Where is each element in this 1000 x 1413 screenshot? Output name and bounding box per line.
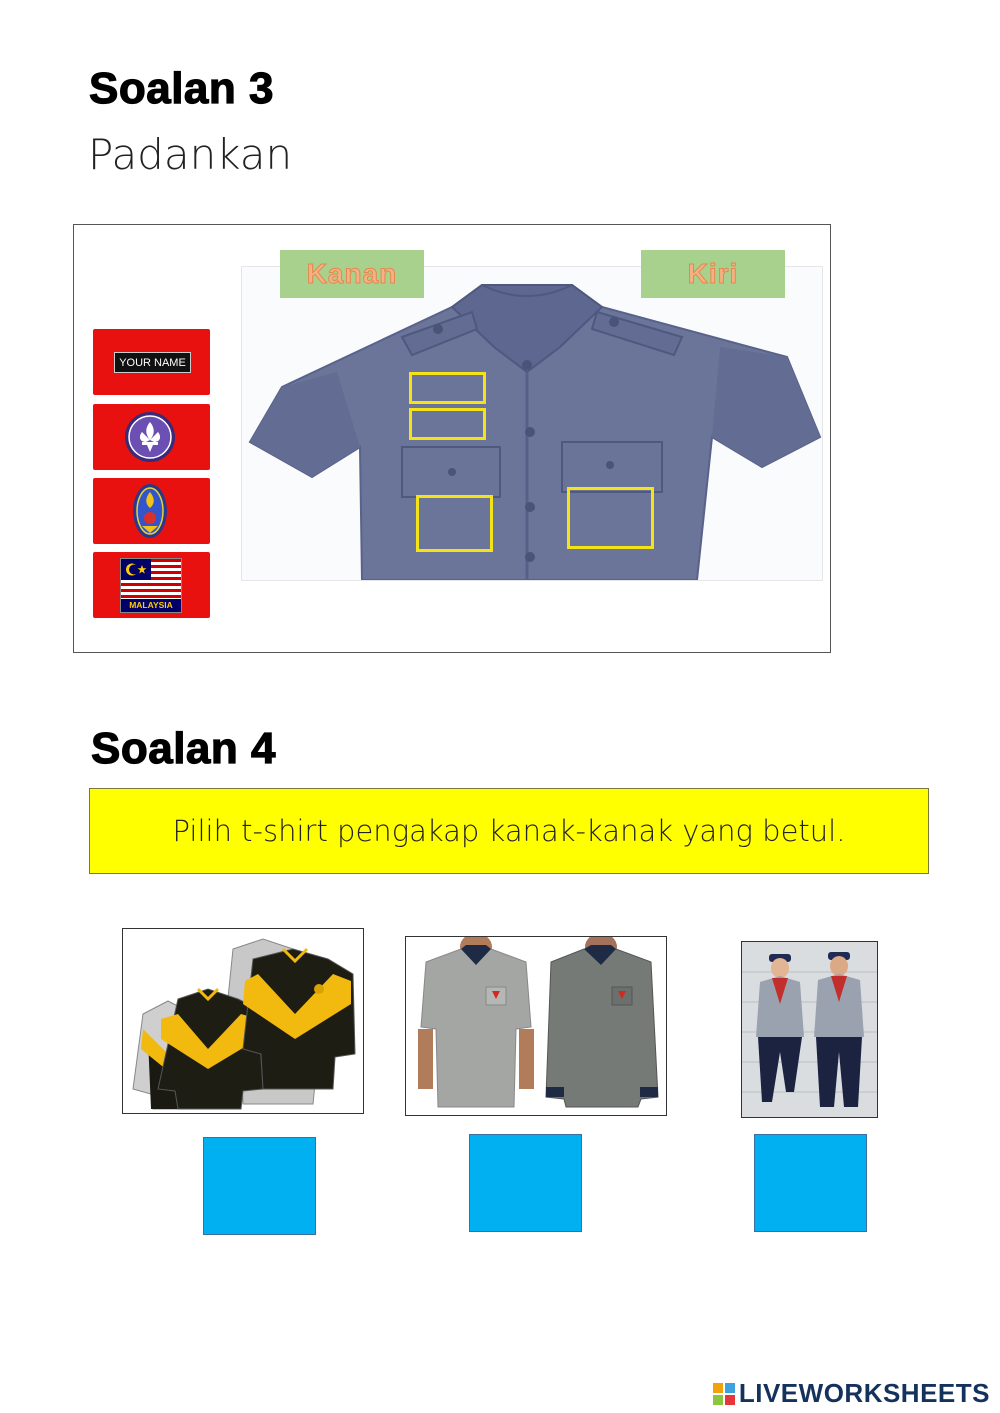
patch-name-tag[interactable] xyxy=(93,329,210,395)
scout-badge-icon xyxy=(93,478,210,544)
grey-polo-men-picture xyxy=(406,937,667,1116)
matching-panel xyxy=(73,224,831,653)
label-left-side: Kiri xyxy=(641,250,785,298)
drop-zone-name-tag[interactable] xyxy=(409,372,486,404)
option-1-image xyxy=(122,928,364,1114)
answer-box-option-3[interactable] xyxy=(754,1134,867,1232)
drop-zone-right-upper[interactable] xyxy=(409,408,486,440)
patch-world-scout-emblem[interactable] xyxy=(93,404,210,470)
flag-caption: MALAYSIA xyxy=(121,599,181,612)
drop-zone-right-pocket[interactable] xyxy=(416,495,493,552)
question-3-subtitle: Padankan xyxy=(88,130,293,179)
patch-malaysia-scout-badge[interactable] xyxy=(93,478,210,544)
polo-shirts-black-yellow-picture xyxy=(123,929,364,1114)
fleur-de-lis-icon xyxy=(93,404,210,470)
name-tag-label: YOUR NAME xyxy=(114,352,191,373)
malaysia-flag-image xyxy=(120,558,182,613)
footer-brand-text: LIVEWORKSHEETS xyxy=(738,1378,990,1408)
flag-icon xyxy=(121,559,181,599)
shirt-image-area xyxy=(241,266,823,581)
footer-brand xyxy=(713,1378,990,1409)
scouts-uniform-picture xyxy=(742,942,878,1118)
liveworksheets-logo-icon xyxy=(713,1383,735,1405)
patch-malaysia-flag[interactable] xyxy=(93,552,210,618)
answer-box-option-1[interactable] xyxy=(203,1137,316,1235)
option-2-image xyxy=(405,936,667,1116)
drop-zone-left-pocket[interactable] xyxy=(567,487,654,549)
option-3-image xyxy=(741,941,878,1118)
instruction-box xyxy=(89,788,929,874)
label-right-side: Kanan xyxy=(280,250,424,298)
question-3-title: Soalan 3 xyxy=(89,64,274,113)
answer-box-option-2[interactable] xyxy=(469,1134,582,1232)
scout-shirt-illustration xyxy=(242,267,822,580)
instruction-text: Pilih t-shirt pengakap kanak-kanak yang betul. xyxy=(172,814,846,848)
question-4-title: Soalan 4 xyxy=(91,724,276,773)
